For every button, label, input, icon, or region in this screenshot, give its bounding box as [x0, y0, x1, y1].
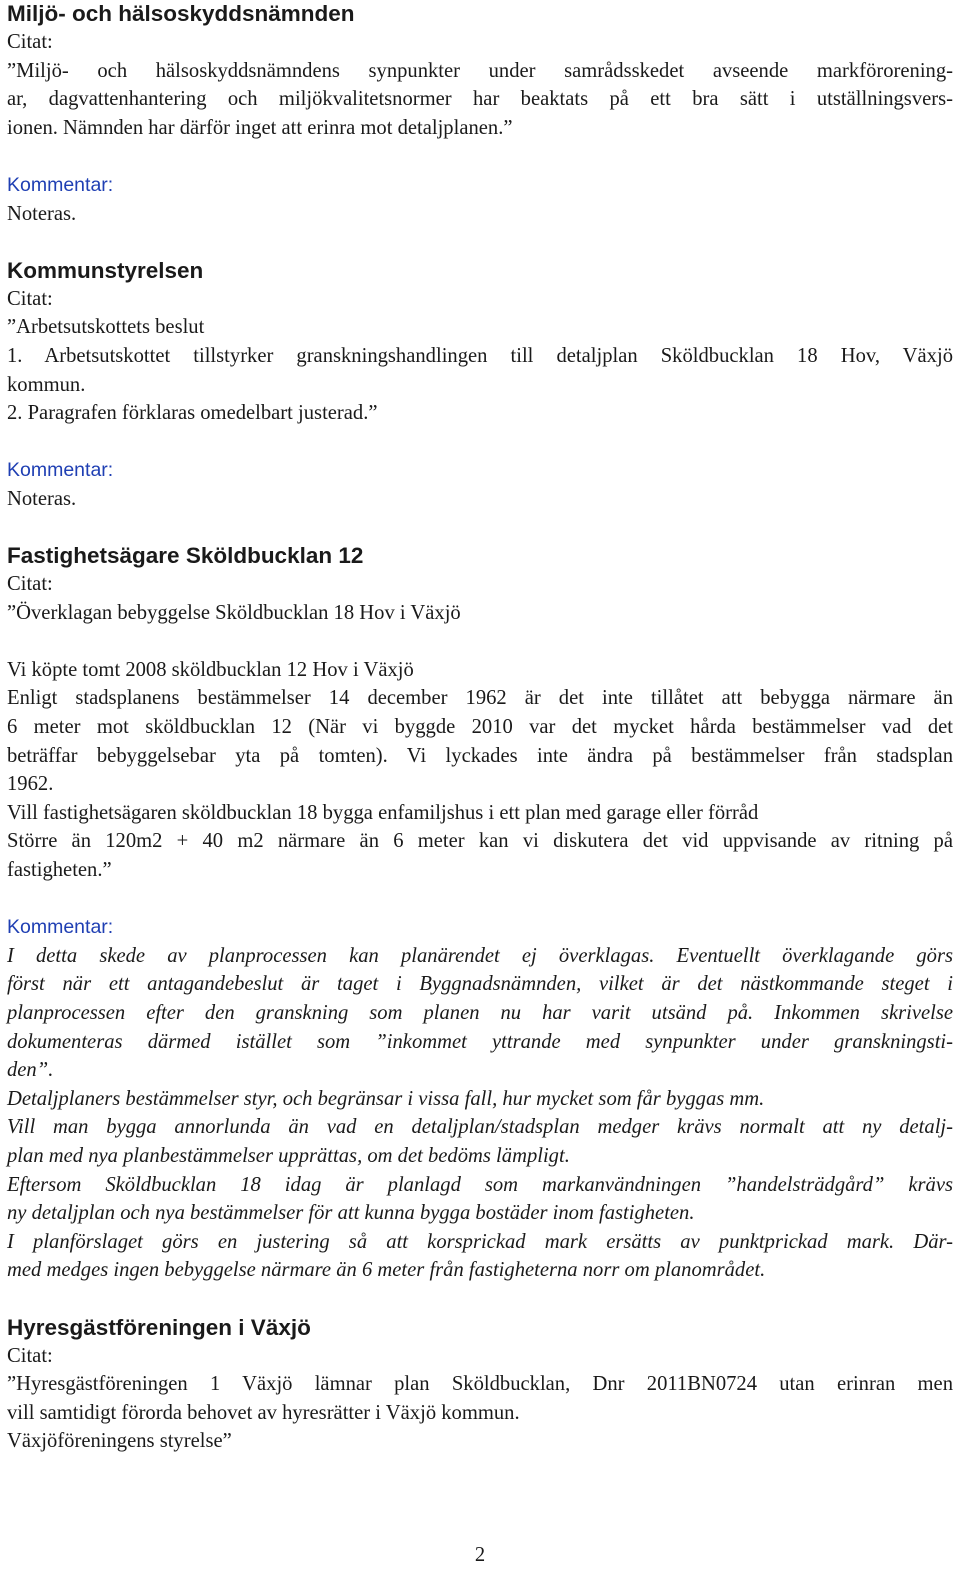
comment-line: Vill man bygga annorlunda än vad en detaljplan/stadsplan medger krävs normalt att ny detalj-: [7, 1116, 953, 1139]
citat-label: Citat:: [7, 573, 53, 596]
quote-line: Större än 120m2 + 40 m2 närmare än 6 meter kan vi diskutera det vid uppvisande av ritning på: [7, 830, 953, 853]
quote-line: ionen. Nämnden har därför inget att erinra mot detaljplanen.”: [7, 116, 513, 139]
quote-line: ”Överklagan bebyggelse Sköldbucklan 18 Hov i Växjö: [7, 601, 461, 624]
comment-line: Noteras.: [7, 202, 77, 225]
comment-line: plan med nya planbestämmelser upprättas, om det bedöms lämpligt.: [7, 1144, 570, 1167]
citat-label: Citat:: [7, 31, 53, 53]
comment-line: med medges ingen bebyggelse närmare än 6 meter från fastigheterna norr om planområdet.: [7, 1259, 766, 1282]
quote-line: 2. Paragrafen förklaras omedelbart justerad.”: [7, 402, 378, 425]
quote-line: kommun.: [7, 373, 86, 396]
quote-line: 1. Arbetsutskottet tillstyrker granskningshandlingen till detaljplan Sköldbucklan 18 Hov, Växjö: [7, 344, 953, 367]
section-heading: Hyresgästföreningen i Växjö: [7, 1314, 311, 1340]
kommentar-label: Kommentar:: [7, 916, 114, 939]
comment-line: Detaljplaners bestämmelser styr, och begränsar i vissa fall, hur mycket som får byggas mm.: [7, 1087, 765, 1110]
citat-label: Citat:: [7, 1344, 53, 1367]
quote-line: ”Miljö- och hälsoskyddsnämndens synpunkter under samrådsskedet avseende markförorening-: [7, 59, 953, 82]
quote-line: 6 meter mot sköldbucklan 12 (När vi byggde 2010 var det mycket hårda bestämmelser vad det: [7, 716, 953, 739]
quote-line: Vill fastighetsägaren sköldbucklan 18 bygga enfamiljshus i ett plan med garage eller förråd: [7, 801, 759, 824]
comment-line: först när ett antagandebeslut är taget i Byggnadsnämnden, vilket är det nästkommande steget i: [7, 973, 953, 996]
quote-line: ”Hyresgästföreningen 1 Växjö lämnar plan Sköldbucklan, Dnr 2011BN0724 utan erinran men: [7, 1373, 953, 1396]
section-fastighetsagare: [7, 542, 953, 1313]
quote-line: fastigheten.”: [7, 859, 112, 882]
comment-line: Noteras.: [7, 487, 77, 510]
quote-line: Enligt stadsplanens bestämmelser 14 december 1962 är det inte tillåtet att bebygga närmare än: [7, 687, 953, 710]
quote-line: ”Arbetsutskottets beslut: [7, 316, 205, 339]
kommentar-label: Kommentar:: [7, 173, 114, 196]
section-heading: Kommunstyrelsen: [7, 257, 204, 283]
document-page: [7, 0, 953, 1456]
comment-line: dokumenteras därmed istället som ”inkommet yttrande med synpunkter under granskningsti-: [7, 1030, 953, 1053]
quote-line: 1962.: [7, 773, 54, 796]
section-miljo: [7, 0, 953, 257]
quote-line: Växjöföreningens styrelse”: [7, 1430, 232, 1453]
quote-line: [7, 627, 953, 656]
comment-line: I planförslaget görs en justering så att korsprickad mark ersätts av punktprickad mark. Där-: [7, 1230, 953, 1253]
quote-line: Vi köpte tomt 2008 sköldbucklan 12 Hov i Växjö: [7, 658, 414, 681]
section-heading: Fastighetsägare Sköldbucklan 12: [7, 543, 364, 569]
quote-line: ar, dagvattenhantering och miljökvalitetsnormer har beaktats på ett bra sätt i utställningsvers-: [7, 88, 953, 111]
page-number: 2: [474, 1544, 486, 1566]
section-heading: Miljö- och hälsoskyddsnämnden: [7, 1, 355, 26]
citat-label: Citat:: [7, 287, 53, 310]
section-kommunstyrelsen: [7, 257, 953, 542]
section-hyresgastforeningen: [7, 1314, 953, 1456]
comment-line: ny detaljplan och nya bestämmelser för att kunna bygga bostäder inom fastigheten.: [7, 1202, 695, 1225]
quote-line: beträffar bebyggelsebar yta på tomten). Vi lyckades inte ändra på bestämmelser från stadsplan: [7, 744, 953, 767]
quote-line: vill samtidigt förorda behovet av hyresrätter i Växjö kommun.: [7, 1401, 520, 1424]
comment-line: Eftersom Sköldbucklan 18 idag är planlagd som markanvändningen ”handelsträdgård” krävs: [7, 1173, 953, 1196]
kommentar-label: Kommentar:: [7, 459, 114, 482]
comment-line: I detta skede av planprocessen kan planärendet ej överklagas. Eventuellt överklagande görs: [7, 944, 953, 967]
comment-line: planprocessen efter den granskning som planen nu har varit utsänd på. Inkommen skrivelse: [7, 1002, 953, 1024]
comment-line: den”.: [7, 1059, 54, 1082]
